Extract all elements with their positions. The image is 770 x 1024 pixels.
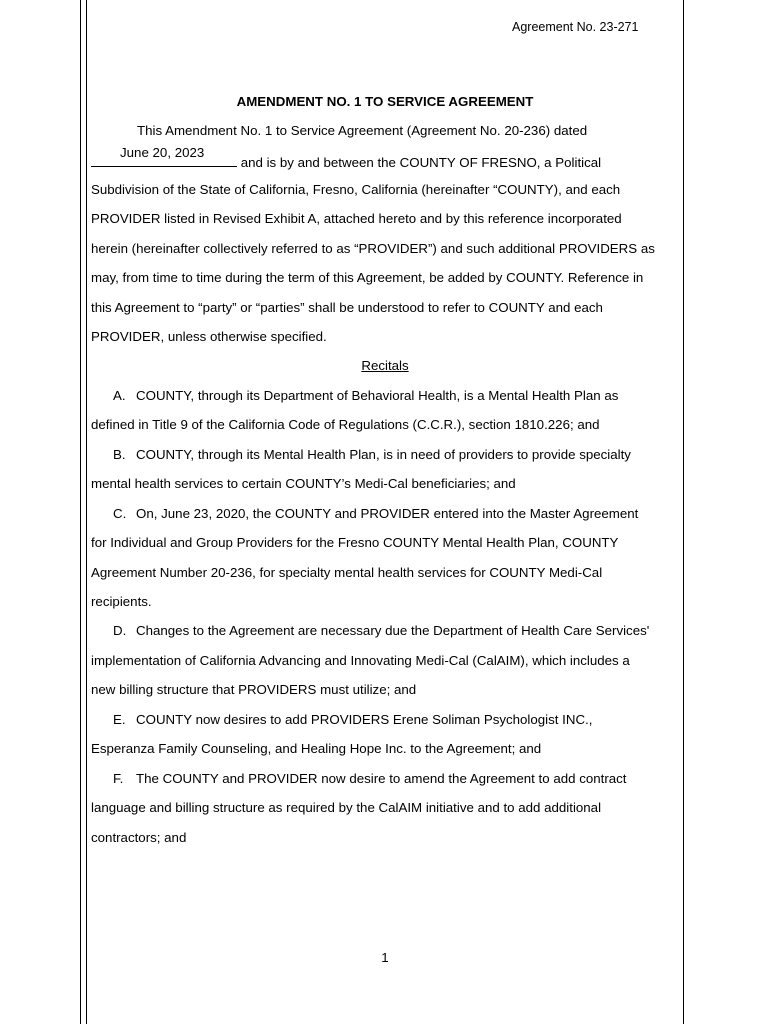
recital-f-cont-2: contractors; and (91, 830, 187, 845)
recital-d (113, 623, 649, 638)
recital-a-cont: defined in Title 9 of the California Code of Regulations (C.C.R.), section 1810.226; and (91, 417, 600, 432)
recital-label: A. (113, 388, 126, 403)
recital-d-cont-2: new billing structure that PROVIDERS must utilize; and (91, 682, 417, 697)
intro-line-7: this Agreement to “party” or “parties” shall be understood to refer to COUNTY and each (91, 300, 603, 315)
recital-text: The COUNTY and PROVIDER now desire to amend the Agreement to add contract (136, 771, 627, 786)
left-margin-rule-outer (80, 0, 81, 1024)
intro-line-5: herein (hereinafter collectively referred to as “PROVIDER”) and such additional PROVIDERS as (91, 241, 655, 256)
agreement-number: Agreement No. 23-271 (512, 20, 639, 34)
recital-text: COUNTY, through its Department of Behavioral Health, is a Mental Health Plan as (136, 388, 619, 403)
recital-text: COUNTY, through its Mental Health Plan, is in need of providers to provide specialty (136, 447, 631, 462)
recitals-heading: Recitals (361, 358, 409, 373)
recital-label: F. (113, 771, 124, 786)
recital-text: On, June 23, 2020, the COUNTY and PROVIDER entered into the Master Agreement (136, 506, 639, 521)
recital-label: C. (113, 506, 127, 521)
intro-line-3: Subdivision of the State of California, Fresno, California (hereinafter “COUNTY), and each (91, 182, 621, 197)
recital-c (113, 506, 638, 521)
intro-line-6: may, from time to time during the term of this Agreement, be added by COUNTY. Reference in (91, 270, 644, 285)
recital-text: Changes to the Agreement are necessary due the Department of Health Care Services' (136, 623, 650, 638)
intro-line-4: PROVIDER listed in Revised Exhibit A, attached hereto and by this reference incorporated (91, 211, 622, 226)
recital-b (113, 447, 631, 462)
intro-line-2 (91, 145, 602, 170)
date-value: June 20, 2023 (120, 145, 205, 160)
recital-c-cont-1: for Individual and Group Providers for the Fresno COUNTY Mental Health Plan, COUNTY (91, 535, 619, 550)
intro-line-8: PROVIDER, unless otherwise specified. (91, 329, 327, 344)
document-title: AMENDMENT NO. 1 TO SERVICE AGREEMENT (236, 94, 534, 109)
recital-d-cont-1: implementation of California Advancing and Innovating Medi-Cal (CalAIM), which includes a (91, 653, 630, 668)
recital-f (113, 771, 627, 786)
recital-e (113, 712, 592, 727)
recital-c-cont-3: recipients. (91, 594, 152, 609)
recital-label: E. (113, 712, 126, 727)
recital-a (113, 388, 618, 403)
page-number: 1 (381, 950, 389, 965)
recital-label: B. (113, 447, 126, 462)
recital-e-cont: Esperanza Family Counseling, and Healing Hope Inc. to the Agreement; and (91, 741, 542, 756)
recital-f-cont-1: language and billing structure as required by the CalAIM initiative and to add additional (91, 800, 602, 815)
right-margin-rule (683, 0, 684, 1024)
recital-text: COUNTY now desires to add PROVIDERS Erene Soliman Psychologist INC., (136, 712, 593, 727)
intro-line-1: This Amendment No. 1 to Service Agreement (Agreement No. 20-236) dated (137, 123, 588, 138)
intro-line-2-text: and is by and between the COUNTY OF FRESNO, a Political (237, 155, 602, 170)
date-blank (91, 145, 237, 167)
left-margin-rule-inner (86, 0, 87, 1024)
recital-b-cont: mental health services to certain COUNTY’s Medi-Cal beneficiaries; and (91, 476, 516, 491)
recital-c-cont-2: Agreement Number 20-236, for specialty mental health services for COUNTY Medi-Cal (91, 565, 603, 580)
recital-label: D. (113, 623, 127, 638)
